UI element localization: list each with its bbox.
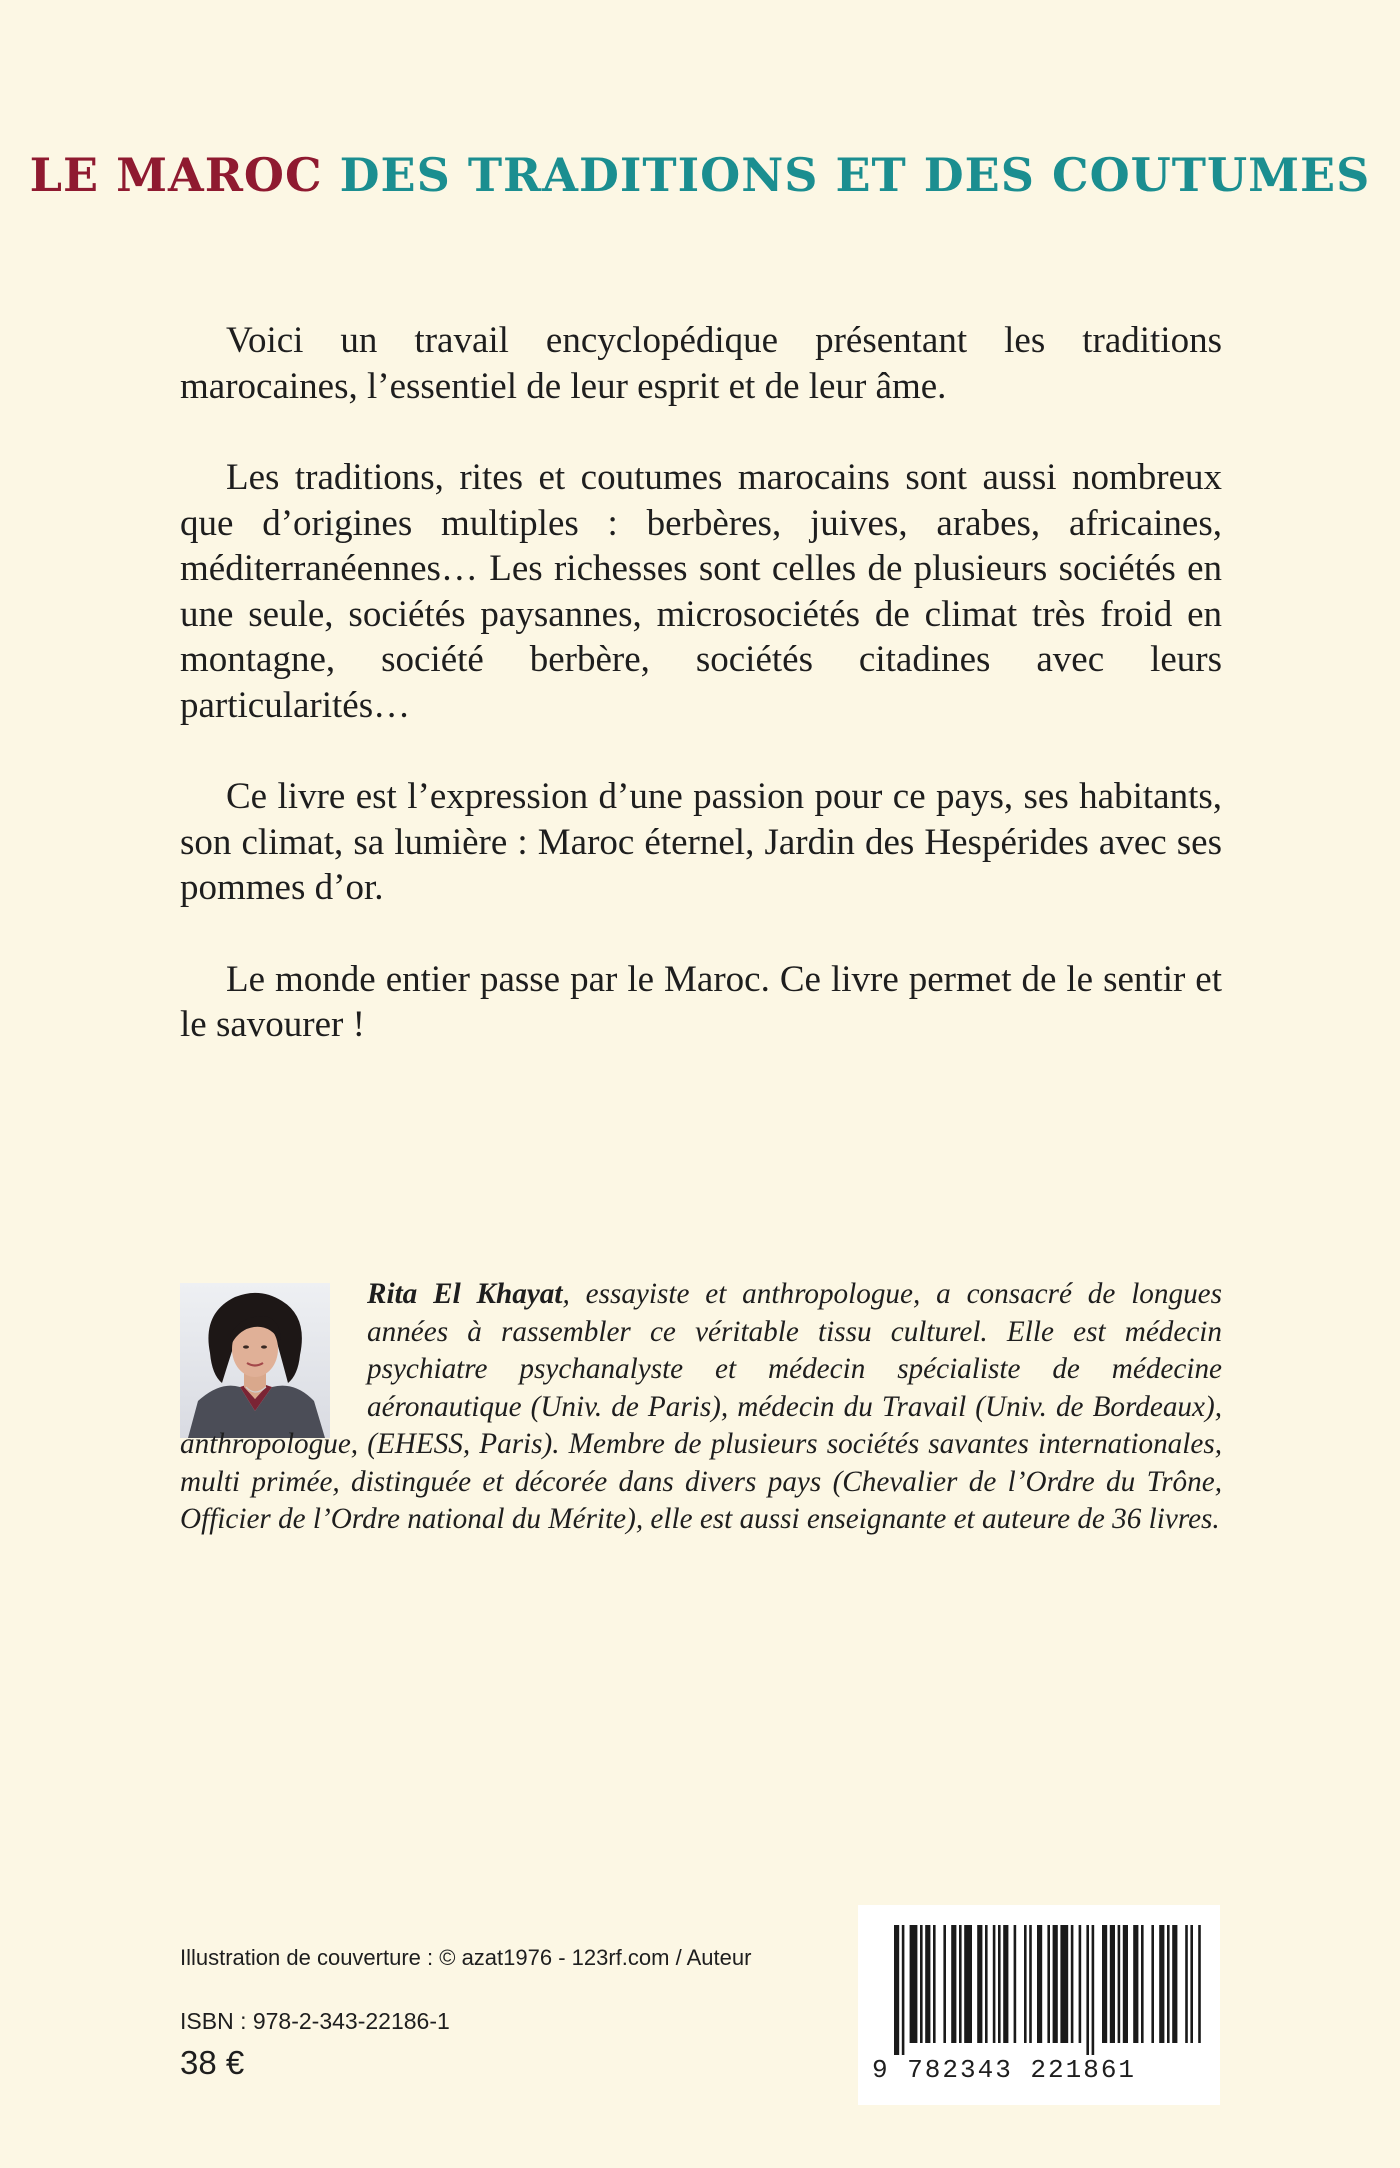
barcode-bar [933, 1925, 936, 2043]
author-bio [180, 1276, 1222, 1539]
back-cover-blurb [180, 318, 1222, 1094]
barcode-bar [1141, 1925, 1144, 2043]
barcode-bar [925, 1925, 930, 2043]
blurb-paragraph-1: Voici un travail encyclopédique présentant les traditions marocaines, l’essentiel de leur esprit et de leur âme. [180, 320, 1222, 407]
barcode-bar [1014, 1925, 1017, 2043]
book-title [0, 148, 1400, 202]
blurb-paragraph-2: Les traditions, rites et coutumes marocains sont aussi nombreux que d’origines multiples : berbères, juives, arabes, africaines, méditerranéennes… Les richesses sont celles de plusieurs sociétés en une seule, sociétés paysannes, microsociétés de climat très froid en montagne, société berbère, sociétés citadines avec leurs particularités… [180, 457, 1222, 726]
barcode-bar [1151, 1925, 1154, 2043]
author-bio-text: , essayiste et anthropologue, a consacré de longues années à rassembler ce véritable tissu culturel. Elle est médecin psychiatre psychanalyste et médecin spécialiste de médecine aéronautique (Univ. de Paris), médecin du Travail (Univ. de Bordeaux), anthropologue, (EHESS, Paris). Membre de plusieurs sociétés savantes internationales, multi primée, distinguée et décorée dans divers pays (Chevalier de l’Ordre du Trône, Officier de l’Ordre national du Mérite), elle est aussi enseignante et auteure de 36 livres. [180, 1278, 1222, 1535]
blurb-paragraph-3: Ce livre est l’expression d’une passion pour ce pays, ses habitants, son climat, sa lumière : Maroc éternel, Jardin des Hespérides avec ses pommes d’or. [180, 776, 1222, 908]
barcode-bar [977, 1925, 982, 2043]
barcode-bar [993, 1925, 996, 2043]
barcode-bar [920, 1925, 923, 2043]
barcode-bar [985, 1925, 988, 2043]
barcode-bar [1071, 1925, 1074, 2043]
barcode-bar [1029, 1925, 1032, 2043]
barcode-bar [1003, 1925, 1008, 2043]
barcode-digits: 9 782343 221861 [872, 2055, 1137, 2085]
blurb-paragraph-4: Le monde entier passe par le Maroc. Ce livre permet de le sentir et le savourer ! [180, 958, 1222, 1045]
barcode-bar [1159, 1925, 1164, 2043]
barcode-bar [1053, 1925, 1058, 2043]
barcode-bar [1133, 1925, 1138, 2043]
barcode-bar [1060, 1925, 1068, 2043]
barcode-bar [1037, 1925, 1042, 2043]
barcode-bar [1047, 1925, 1050, 2043]
barcode-bar [959, 1925, 962, 2043]
cover-illustration-credit: Illustration de couverture : © azat1976 - 123rf.com / Auteur [180, 1945, 752, 1970]
barcode-bar [1123, 1925, 1128, 2043]
barcode-bar [1185, 1925, 1188, 2043]
barcode [858, 1905, 1220, 2105]
barcode-bar [1190, 1925, 1193, 2043]
barcode-bar [951, 1925, 956, 2043]
barcode-bar [1079, 1925, 1082, 2043]
title-part-traditions: DES TRADITIONS ET DES COUTUMES [339, 148, 1371, 202]
barcode-bar [1198, 1925, 1201, 2043]
barcode-bar [910, 1925, 918, 2043]
isbn: ISBN : 978-2-343-22186-1 [180, 2008, 450, 2034]
barcode-bar [1024, 1925, 1027, 2043]
barcode-bar [1102, 1925, 1107, 2043]
barcode-bar [1172, 1925, 1177, 2043]
barcode-bar [902, 1925, 905, 2055]
title-part-maroc: LE MAROC [29, 148, 323, 202]
barcode-bar [1167, 1925, 1170, 2043]
barcode-bar [964, 1925, 972, 2043]
price: 38 € [180, 2044, 245, 2081]
barcode-bar [1118, 1925, 1121, 2043]
barcode-bar [1110, 1925, 1115, 2043]
author-name: Rita El Khayat [367, 1278, 563, 1310]
barcode-bar [1086, 1925, 1089, 2055]
barcode-bar [943, 1925, 946, 2043]
barcode-bar [894, 1925, 899, 2055]
barcode-bar [1092, 1925, 1095, 2055]
barcode-bar [998, 1925, 1001, 2043]
